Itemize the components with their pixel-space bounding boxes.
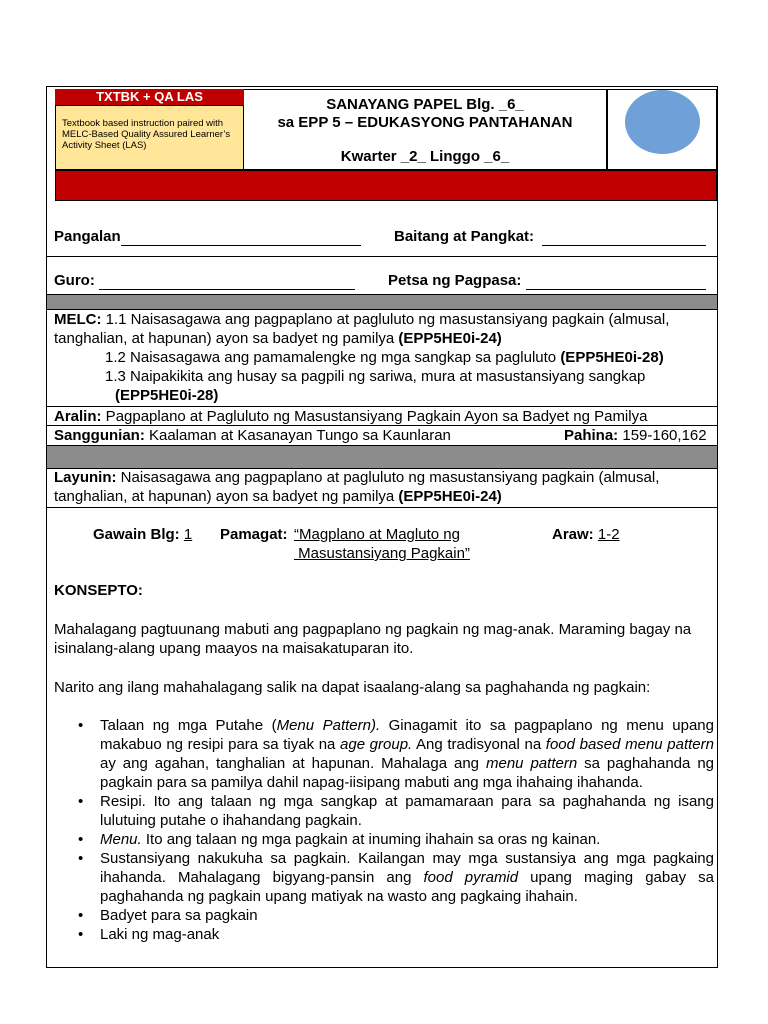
pangalan-input-line[interactable] — [121, 230, 361, 246]
list-item: • Sustansiyang nakukuha sa pagkain. Kailangan may mga sustansiya ang mga pagkaing ihahanda. Mahalagang bigyang-pansin ang food pyramid upang maging gabay sa paghahanda ng pagkain upang matiyak na wasto ang pagkaing ihahain. — [54, 849, 714, 906]
melc-item-3-code: (EPP5HE0i-28) — [115, 387, 219, 404]
pamagat-label: Pamagat: — [220, 526, 288, 543]
gawain-blg: Gawain Blg: 1 — [93, 526, 193, 543]
logo-box — [607, 89, 717, 170]
melc-section — [54, 310, 714, 405]
list-item: • Resipi. Ito ang talaan ng mga sangkap at pamamaraan para sa paghahanda ng isang lulutuing putahe o ihahandang pagkain. — [54, 792, 714, 830]
petsa-input-line[interactable] — [526, 274, 706, 290]
sheet-subtitle: sa EPP 5 – EDUKASYONG PANTAHANAN — [277, 114, 573, 131]
list-item: • Laki ng mag-anak — [54, 925, 714, 944]
sanggunian-row: Sanggunian: Kaalaman at Kasanayan Tungo sa Kaunlaran — [54, 427, 451, 444]
guro-field: Guro: — [54, 271, 355, 290]
melc-item-3: 1.3 Naipakikita ang husay sa pagpili ng sariwa, mura at masustansiyang sangkap — [105, 368, 646, 385]
activity-sheet — [46, 86, 718, 968]
kwarter-value: _2_ — [400, 148, 426, 165]
layunin-section: Layunin: Naisasagawa ang pagpaplano at pagluluto ng masustansiyang pagkain (almusal, tanghalian, at hapunan) ayon sa badyet ng pamilya (EPP5HE0i-24) — [54, 469, 660, 505]
badge-description: Textbook based instruction paired with MELC-Based Quality Assured Learner’s Activity Sheet (LAS) — [55, 105, 244, 170]
gray-band — [47, 445, 717, 469]
divider — [47, 256, 717, 257]
baitang-field: Baitang at Pangkat: — [394, 227, 706, 246]
sheet-number: _6_ — [498, 96, 524, 113]
araw: Araw: 1-2 — [552, 526, 620, 543]
list-item: • Talaan ng mga Putahe (Menu Pattern). Ginagamit ito sa pagpaplano ng menu upang makabuo ng resipi para sa tiyak na age group. Ang tradisyonal na food based menu pattern ay ang agahan, tanghalian at hapunan. Mahalaga ang menu pattern sa paghahanda ng pagkain para sa pamilya dahil napag-iisipang mabuti ang mga ihahaing ihahanda. — [54, 716, 714, 792]
school-logo — [625, 90, 700, 154]
konsepto-list — [54, 716, 714, 944]
konsepto-para-1: Mahalagang pagtuunang mabuti ang pagpaplano ng pagkain ng mag-anak. Maraming bagay na isinalang-alang upang maayos na maisakatuparan ito. — [54, 621, 692, 657]
sheet-title-block — [244, 89, 607, 170]
sheet-title: SANAYANG PAPEL Blg. _6_ — [326, 96, 524, 113]
linggo-value: _6_ — [484, 148, 510, 165]
konsepto-heading: KONSEPTO: — [54, 582, 143, 599]
melc-item-1: MELC: 1.1 Naisasagawa ang pagpaplano at pagluluto ng masustansiyang pagkain (almusal, tanghalian, at hapunan) ayon sa badyet ng pamilya (EPP5HE0i-24) — [54, 311, 670, 347]
list-item: • Menu. Ito ang talaan ng mga pagkain at inuming ihahain sa oras ng kainan. — [54, 830, 714, 849]
melc-item-2: 1.2 Naisasagawa ang pamamalengke ng mga sangkap sa pagluluto (EPP5HE0i-28) — [105, 349, 664, 366]
pangalan-field: Pangalan — [54, 227, 361, 246]
kwarter-linggo: Kwarter _2_ Linggo _6_ — [340, 148, 510, 165]
badge-title: TXTBK + QA LAS — [55, 89, 244, 105]
pahina: Pahina: 159-160,162 — [564, 427, 707, 444]
gray-band — [47, 294, 717, 310]
header-red-bar — [55, 170, 717, 201]
aralin-row: Aralin: Pagpaplano at Pagluluto ng Masustansiyang Pagkain Ayon sa Badyet ng Pamilya — [54, 408, 648, 425]
list-item: • Badyet para sa pagkain — [54, 906, 714, 925]
konsepto-para-2: Narito ang ilang mahahalagang salik na dapat isaalang-alang sa paghahanda ng pagkain: — [54, 679, 651, 696]
baitang-input-line[interactable] — [542, 230, 706, 246]
guro-input-line[interactable] — [99, 274, 355, 290]
petsa-field: Petsa ng Pagpasa: — [388, 271, 706, 290]
pamagat-title: “Magplano at Magluto ng Masustansiyang Pagkain” — [294, 526, 470, 562]
divider — [47, 507, 717, 508]
